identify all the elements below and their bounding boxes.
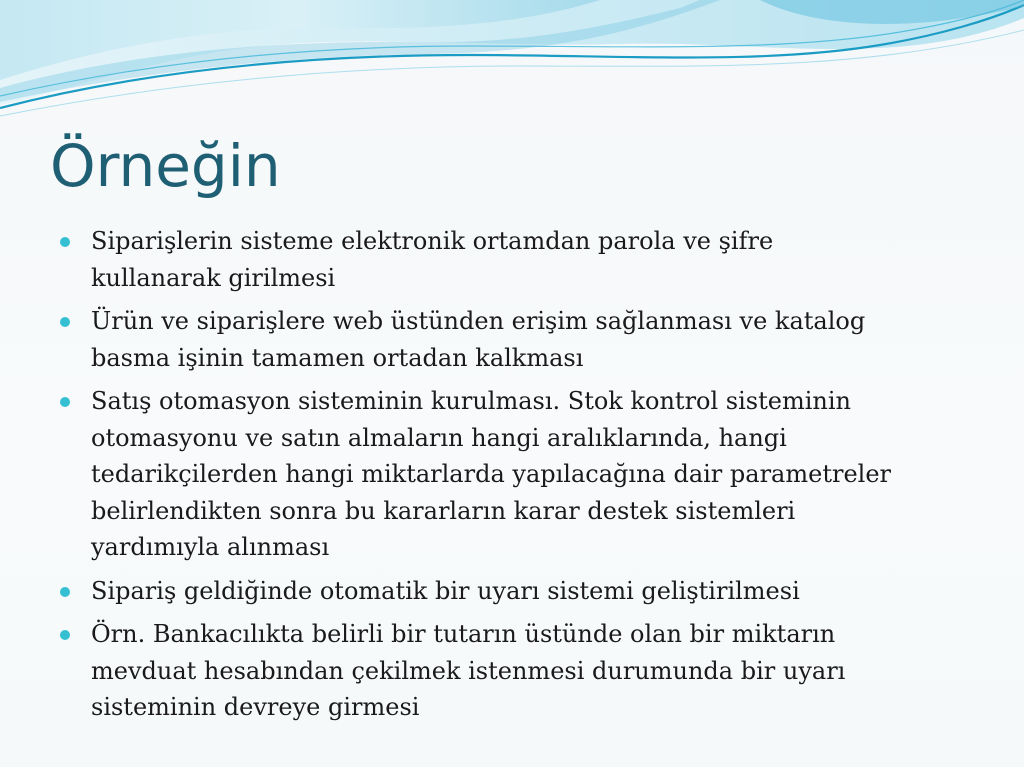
bullet-dot-icon	[60, 397, 70, 407]
bullet-text-line: kullanarak girilmesi	[91, 263, 336, 292]
bullet-text-line: Satış otomasyon sisteminin kurulması. Stok kontrol sisteminin	[91, 387, 851, 415]
bullet-dot-icon	[60, 587, 70, 597]
bullet-text-line: basma işinin tamamen ortadan kalkması	[91, 343, 584, 372]
bullet-text-line: mevduat hesabından çekilmek istenmesi durumunda bir uyarı	[91, 656, 846, 685]
bullet-list	[60, 223, 980, 733]
bullet-text-line: Ürün ve siparişlere web üstünden erişim sağlanması ve katalog	[91, 307, 866, 335]
bullet-item	[60, 303, 980, 376]
bullet-dot-icon	[60, 237, 70, 247]
bullet-item	[60, 223, 980, 296]
bullet-dot-icon	[60, 317, 70, 327]
bullet-text-line: otomasyonu ve satın almaların hangi aralıklarında, hangi	[91, 423, 787, 452]
bullet-item	[60, 616, 980, 726]
slide-title: Örneğin	[50, 132, 281, 200]
bullet-text-line: Sipariş geldiğinde otomatik bir uyarı sistemi geliştirilmesi	[91, 576, 800, 605]
bullet-item	[60, 383, 980, 566]
bullet-text-line: Örn. Bankacılıkta belirli bir tutarın üstünde olan bir miktarın	[91, 620, 836, 648]
bullet-item	[60, 573, 980, 610]
bullet-text-line: yardımıyla alınması	[91, 533, 330, 561]
bullet-text-line: belirlendikten sonra bu kararların karar destek sistemleri	[91, 496, 796, 525]
header-wave-decoration	[0, 0, 1024, 130]
bullet-text-line: tedarikçilerden hangi miktarlarda yapılacağına dair parametreler	[91, 460, 891, 488]
bullet-dot-icon	[60, 630, 70, 640]
bullet-text-line: sisteminin devreye girmesi	[91, 693, 420, 721]
bullet-text-line: Siparişlerin sisteme elektronik ortamdan parola ve şifre	[91, 227, 774, 255]
